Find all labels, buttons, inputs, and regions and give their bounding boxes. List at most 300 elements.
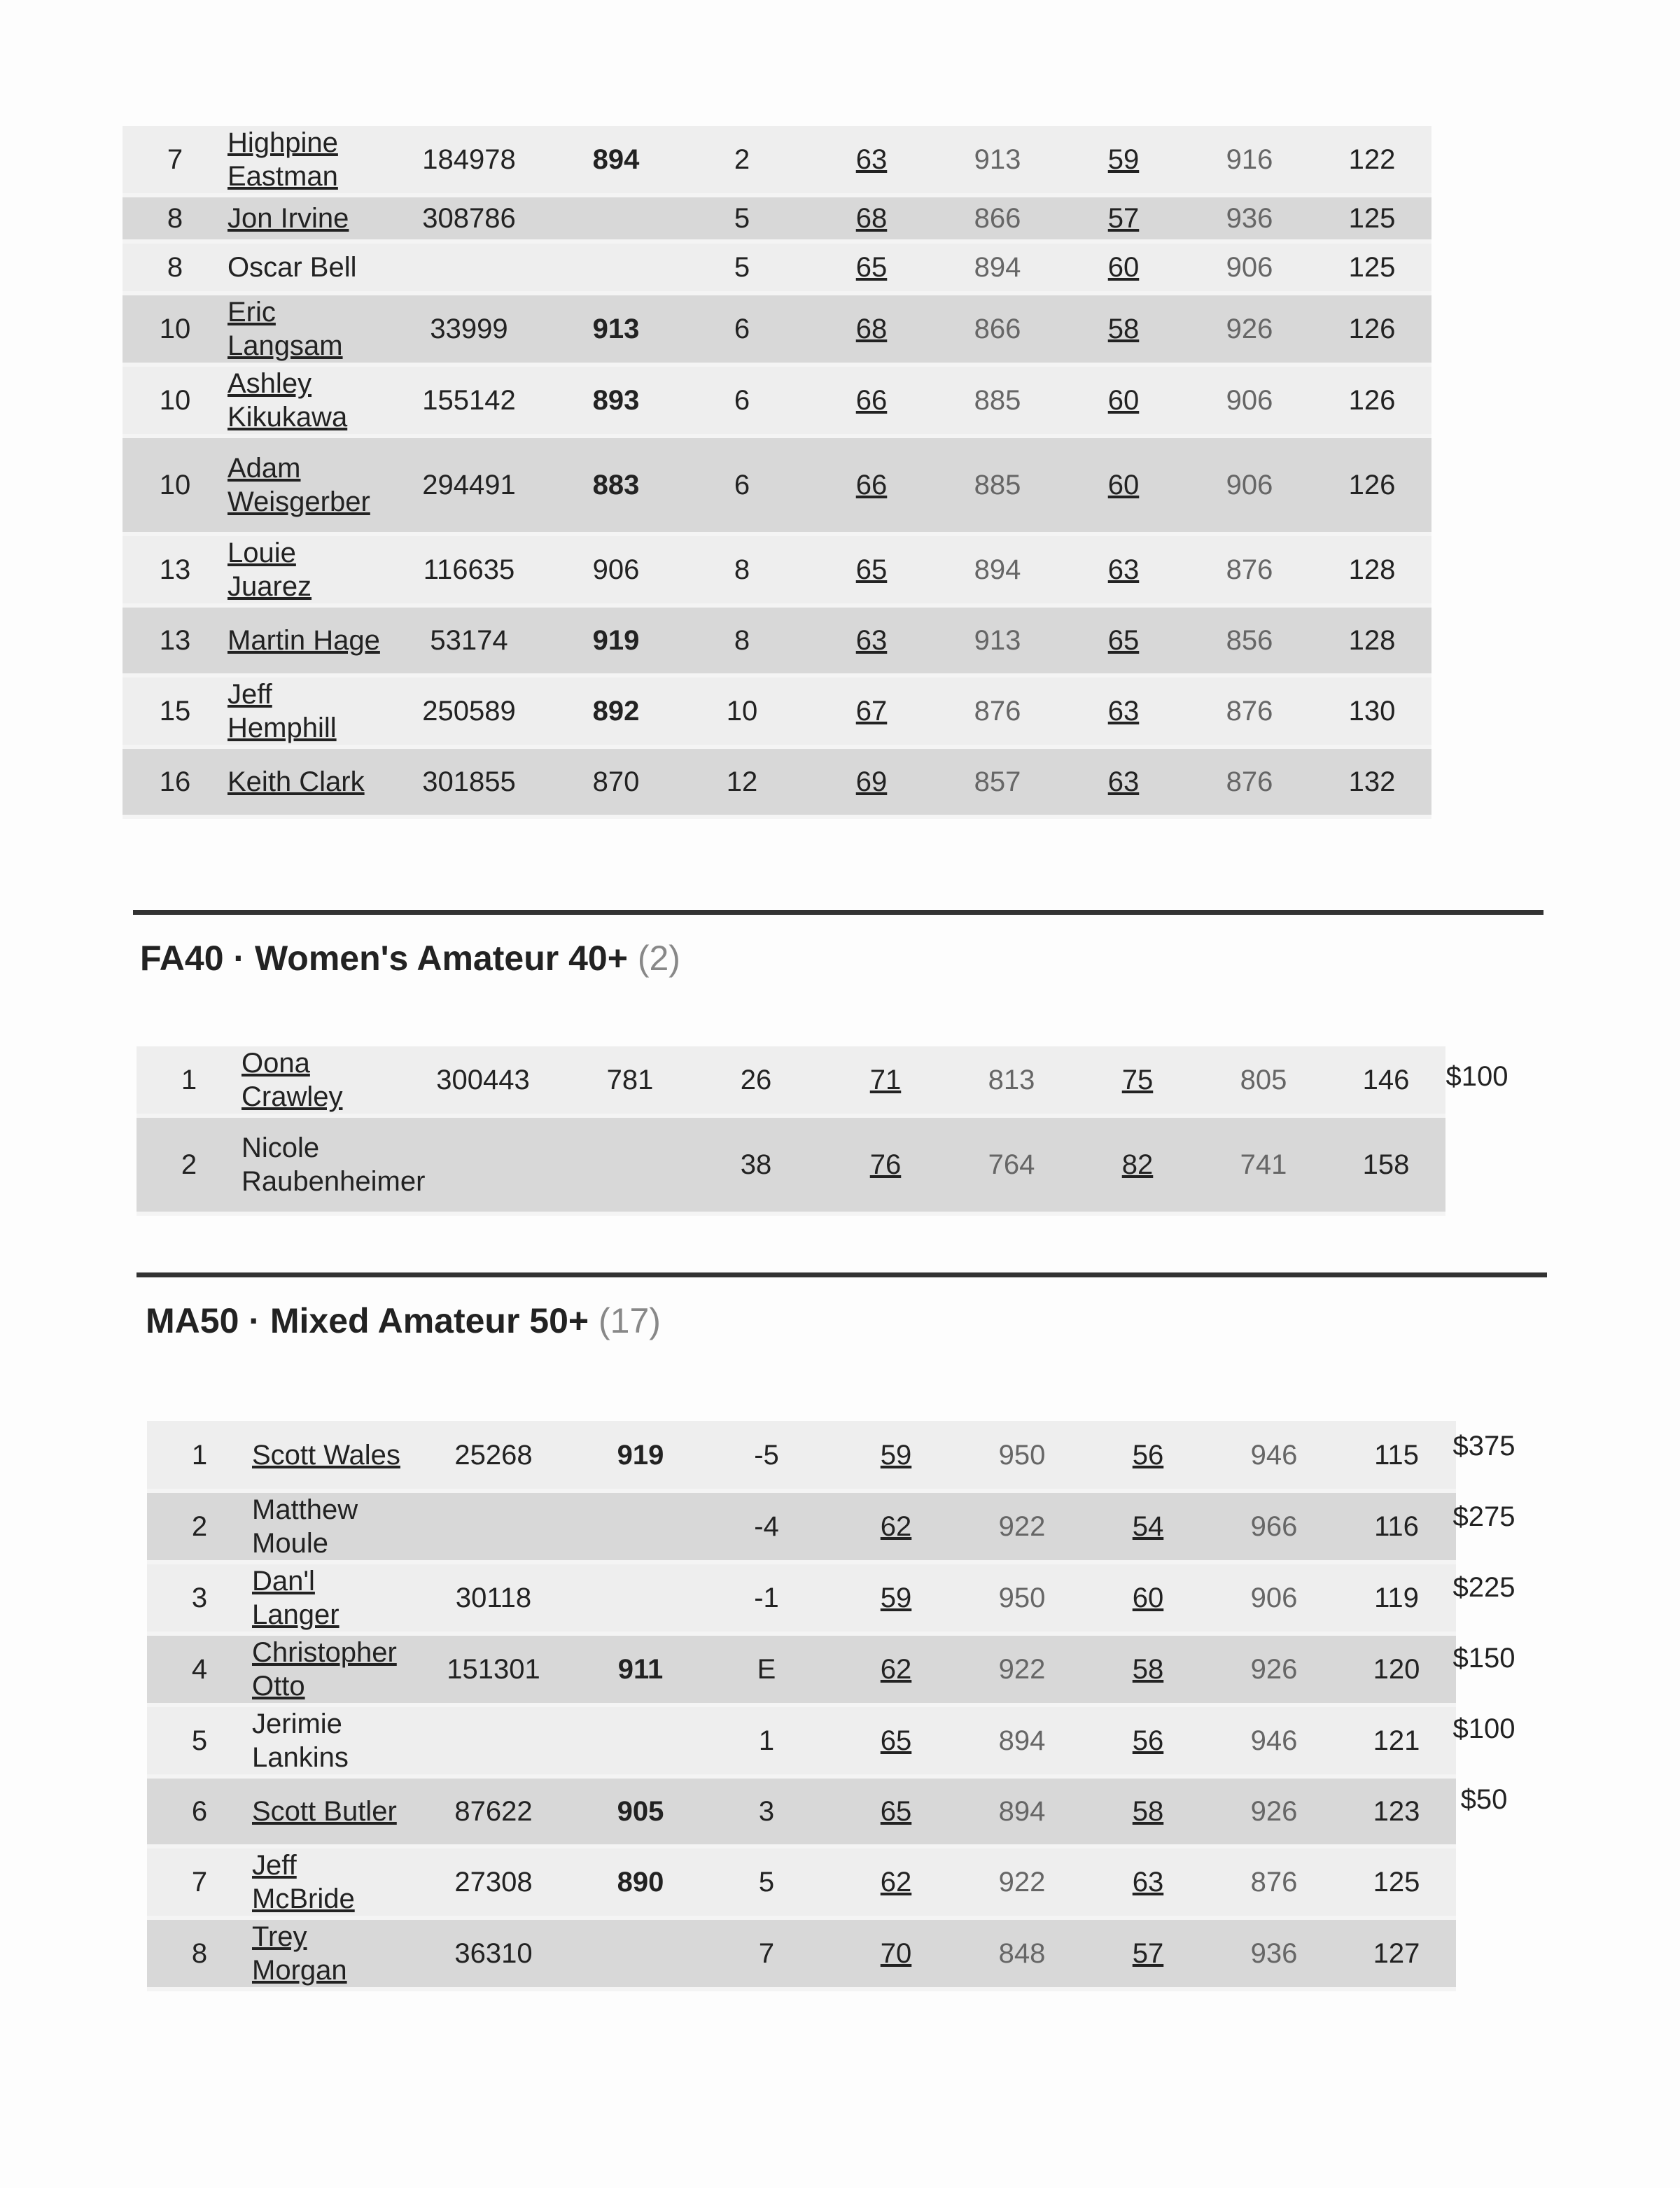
total-score-cell (1312, 675, 1432, 747)
round-1-score-link-text[interactable]: 63 (855, 144, 888, 175)
player-name-link[interactable] (241, 1046, 396, 1116)
round-1-rating-cell-text: 866 (974, 203, 1021, 234)
round-1-score-link[interactable] (833, 1562, 959, 1634)
player-name-link-text[interactable]: Scott Wales (252, 1439, 400, 1471)
round-1-score-link[interactable] (833, 1918, 959, 1989)
table-row (122, 195, 1432, 241)
total-score-cell-text: 130 (1348, 696, 1396, 727)
player-name-link-text[interactable]: Oona Crawley (241, 1048, 343, 1112)
round-1-rating-cell-text: 866 (974, 314, 1021, 344)
place-cell (136, 1046, 241, 1116)
round-2-score-link[interactable] (1060, 747, 1186, 817)
round-1-rating-cell (959, 1918, 1085, 1989)
pdga-number-cell (382, 534, 556, 605)
round-2-score-link-text[interactable]: 60 (1107, 470, 1140, 500)
pdga-number-cell-text: 53174 (430, 625, 508, 656)
round-2-score-link-text[interactable]: 54 (1132, 1511, 1164, 1542)
pdga-number-cell (406, 1776, 581, 1846)
round-2-rating-cell (1186, 293, 1312, 365)
total-score-cell-text: 125 (1348, 203, 1396, 234)
par-cell-text: 10 (726, 696, 758, 727)
player-rating-cell (581, 1562, 700, 1634)
separator: · (233, 939, 246, 978)
round-1-score-link-text[interactable]: 70 (880, 1938, 912, 1969)
round-2-rating-cell-text: 936 (1226, 203, 1273, 234)
round-1-rating-cell (959, 1421, 1085, 1491)
round-2-score-link-text[interactable]: 58 (1132, 1654, 1164, 1685)
round-1-score-link[interactable] (833, 1634, 959, 1705)
round-1-rating-cell (959, 1705, 1085, 1776)
par-cell-text: 8 (734, 554, 750, 585)
player-rating-cell-text: 913 (592, 314, 640, 344)
round-1-rating-cell-text: 894 (974, 252, 1021, 283)
player-name-link-text[interactable]: Jeff Hemphill (227, 679, 337, 743)
round-1-score-link-text[interactable]: 67 (855, 696, 888, 727)
round-2-rating-cell-text: 876 (1226, 766, 1273, 797)
place-cell-text: 8 (191, 1938, 208, 1969)
player-name-link[interactable] (252, 1776, 406, 1846)
prize-amount: $275 (1452, 1501, 1516, 1532)
round-1-score-link[interactable] (833, 1491, 959, 1562)
total-score-cell (1312, 126, 1432, 195)
player-name-link-text[interactable]: Scott Butler (252, 1796, 397, 1827)
table-row (147, 1634, 1456, 1705)
player-rating-cell (570, 1046, 690, 1116)
par-cell (676, 534, 808, 605)
pdga-number-cell-text: 155142 (422, 385, 516, 416)
round-1-score-link[interactable] (808, 436, 934, 534)
total-score-cell-text: 146 (1362, 1065, 1410, 1095)
par-cell (676, 126, 808, 195)
round-1-score-link-text[interactable]: 65 (855, 252, 888, 283)
round-1-rating-cell-text: 894 (974, 554, 1021, 585)
pdga-number-cell (396, 1116, 570, 1214)
round-2-score-link-text[interactable]: 63 (1107, 696, 1140, 727)
player-name (252, 1705, 406, 1776)
round-2-score-link[interactable] (1060, 293, 1186, 365)
round-1-score-link[interactable] (833, 1705, 959, 1776)
total-score-cell-text: 122 (1348, 144, 1396, 175)
par-cell (676, 436, 808, 534)
round-2-score-link-text[interactable]: 60 (1132, 1583, 1164, 1613)
place-cell-text: 2 (191, 1511, 208, 1542)
player-name-link[interactable] (227, 605, 382, 675)
par-cell (676, 747, 808, 817)
round-1-score-link-text[interactable]: 62 (880, 1867, 912, 1898)
player-rating-cell-text: 911 (617, 1654, 664, 1685)
total-score-cell-text: 123 (1373, 1796, 1420, 1827)
place-cell (122, 126, 227, 195)
round-1-score-link[interactable] (808, 534, 934, 605)
round-1-rating-cell (948, 1046, 1074, 1116)
round-2-score-link[interactable] (1074, 1116, 1200, 1214)
round-2-score-link-text[interactable]: 57 (1107, 203, 1140, 234)
round-1-score-link-text[interactable]: 66 (855, 385, 888, 416)
round-1-rating-cell (959, 1846, 1085, 1918)
pdga-number-cell-text: 36310 (454, 1938, 533, 1969)
place-cell-text: 1 (181, 1065, 197, 1095)
player-name-link[interactable] (252, 1846, 406, 1918)
round-1-score-link[interactable] (822, 1116, 948, 1214)
pdga-number-cell-text: 116635 (423, 554, 515, 585)
table-row (122, 436, 1432, 534)
player-name-link-text[interactable]: Dan'l Langer (252, 1566, 340, 1630)
player-name-link-text[interactable]: Highpine Eastman (227, 127, 338, 192)
round-2-score-link[interactable] (1060, 195, 1186, 241)
table-row (122, 534, 1432, 605)
pdga-number-cell-text: 250589 (422, 696, 516, 727)
round-1-score-link-text[interactable]: 69 (855, 766, 888, 797)
round-2-score-link-text[interactable]: 58 (1132, 1796, 1164, 1827)
par-cell (690, 1046, 822, 1116)
total-score-cell-text: 126 (1348, 470, 1396, 500)
round-2-score-link[interactable] (1074, 1046, 1200, 1116)
results-table-body (136, 1046, 1446, 1214)
round-2-rating-cell (1186, 126, 1312, 195)
round-2-rating-cell-text: 926 (1250, 1796, 1298, 1827)
round-1-rating-cell (934, 241, 1060, 293)
round-1-rating-cell-text: 950 (998, 1583, 1046, 1613)
place-cell-text: 4 (191, 1654, 208, 1685)
total-score-cell-text: 119 (1374, 1583, 1419, 1613)
par-cell-text: -1 (754, 1583, 779, 1613)
pdga-number-cell-text: 294491 (422, 470, 516, 500)
par-cell (700, 1634, 833, 1705)
par-cell (700, 1491, 833, 1562)
par-cell (676, 365, 808, 436)
prize-amount: $375 (1452, 1431, 1516, 1461)
round-2-score-link-text[interactable]: 65 (1107, 625, 1140, 656)
par-cell (700, 1705, 833, 1776)
round-2-score-link[interactable] (1085, 1562, 1211, 1634)
round-2-score-link[interactable] (1085, 1421, 1211, 1491)
player-rating-cell (556, 747, 676, 817)
round-2-score-link[interactable] (1060, 365, 1186, 436)
player-rating-cell (581, 1918, 700, 1989)
round-1-rating-cell (959, 1776, 1085, 1846)
player-name-link-text[interactable]: Louie Juarez (227, 538, 312, 602)
round-1-score-link[interactable] (808, 747, 934, 817)
player-rating-cell (570, 1116, 690, 1214)
round-1-score-link-text[interactable]: 71 (869, 1065, 902, 1095)
round-1-score-link[interactable] (822, 1046, 948, 1116)
round-1-score-link[interactable] (808, 675, 934, 747)
player-name-link-text[interactable]: Adam Weisgerber (227, 453, 370, 517)
par-cell (690, 1116, 822, 1214)
round-2-rating-cell-text: 906 (1226, 252, 1273, 283)
player-name-link[interactable] (227, 195, 382, 241)
round-2-rating-cell-text: 876 (1250, 1867, 1298, 1898)
round-1-rating-cell (948, 1116, 1074, 1214)
round-2-rating-cell (1211, 1776, 1337, 1846)
round-2-score-link-text[interactable]: 60 (1107, 385, 1140, 416)
round-1-score-link-text[interactable]: 65 (880, 1725, 912, 1756)
place-cell-text: 15 (159, 696, 191, 727)
round-1-rating-cell-text: 848 (998, 1938, 1046, 1969)
player-name-link[interactable] (227, 675, 382, 747)
pdga-number-cell (406, 1421, 581, 1491)
pdga-number-cell-text: 301855 (422, 766, 516, 797)
table-row (147, 1491, 1456, 1562)
round-2-score-link-text[interactable]: 60 (1107, 252, 1140, 283)
place-cell-text: 6 (191, 1796, 208, 1827)
round-2-score-link[interactable] (1085, 1705, 1211, 1776)
par-cell (700, 1562, 833, 1634)
round-2-score-link-text[interactable]: 75 (1121, 1065, 1154, 1095)
place-cell-text: 1 (191, 1439, 208, 1471)
par-cell-text: 1 (758, 1725, 775, 1756)
player-name-link[interactable] (227, 365, 382, 436)
total-score-cell-text: 126 (1348, 385, 1396, 416)
section-title-ma50 (146, 1300, 661, 1341)
round-1-rating-cell-text: 913 (974, 625, 1021, 656)
round-2-rating-cell (1186, 747, 1312, 817)
round-2-score-link[interactable] (1060, 241, 1186, 293)
division-code: FA40 (140, 939, 224, 978)
round-2-rating-cell (1186, 675, 1312, 747)
place-cell-text: 10 (159, 385, 191, 416)
player-rating-cell-text: 919 (617, 1439, 664, 1471)
player-name-link-text[interactable]: Keith Clark (227, 766, 365, 797)
round-1-score-link-text[interactable]: 62 (880, 1511, 912, 1542)
round-2-score-link-text[interactable]: 58 (1107, 314, 1140, 344)
pdga-number-cell (382, 293, 556, 365)
place-cell-text: 13 (159, 625, 191, 656)
round-2-rating-cell-text: 741 (1240, 1149, 1287, 1180)
total-score-cell-text: 132 (1348, 766, 1396, 797)
player-rating-cell (556, 675, 676, 747)
player-name-link[interactable] (252, 1562, 406, 1634)
round-2-score-link[interactable] (1085, 1918, 1211, 1989)
pdga-number-cell (406, 1634, 581, 1705)
player-name-link-text[interactable]: Jeff McBride (252, 1850, 355, 1914)
table-row (136, 1046, 1446, 1116)
table-row (122, 747, 1432, 817)
round-2-score-link[interactable] (1060, 436, 1186, 534)
total-score-cell-text: 158 (1362, 1149, 1410, 1180)
round-2-score-link[interactable] (1060, 675, 1186, 747)
player-rating-cell-text: 870 (592, 766, 640, 797)
round-2-score-link-text[interactable]: 57 (1132, 1938, 1164, 1969)
place-cell (147, 1705, 252, 1776)
round-1-score-link-text[interactable]: 66 (855, 470, 888, 500)
round-1-score-link[interactable] (808, 126, 934, 195)
player-name-link[interactable] (227, 747, 382, 817)
round-1-rating-cell-text: 764 (988, 1149, 1035, 1180)
pdga-number-cell-text: 151301 (447, 1654, 540, 1685)
pdga-number-cell-text: 300443 (436, 1065, 530, 1095)
round-2-score-link[interactable] (1085, 1846, 1211, 1918)
round-2-rating-cell-text: 906 (1226, 385, 1273, 416)
par-cell (676, 675, 808, 747)
round-2-score-link-text[interactable]: 82 (1121, 1149, 1154, 1180)
table-row (122, 126, 1432, 195)
round-2-rating-cell (1186, 605, 1312, 675)
round-2-score-link-text[interactable]: 63 (1107, 554, 1140, 585)
round-2-rating-cell (1186, 195, 1312, 241)
player-name-link[interactable] (227, 293, 382, 365)
round-1-score-link-text[interactable]: 76 (869, 1149, 902, 1180)
round-1-rating-cell (959, 1491, 1085, 1562)
player-rating-cell (581, 1776, 700, 1846)
section-divider (136, 1272, 1547, 1277)
pdga-number-cell (382, 241, 556, 293)
player-name-link[interactable] (227, 126, 382, 195)
place-cell-text: 8 (167, 252, 183, 283)
round-2-rating-cell (1211, 1634, 1337, 1705)
pdga-number-cell (382, 436, 556, 534)
round-2-rating-cell (1186, 436, 1312, 534)
place-cell (136, 1116, 241, 1214)
round-1-score-link[interactable] (833, 1421, 959, 1491)
place-cell (147, 1776, 252, 1846)
round-2-score-link[interactable] (1085, 1491, 1211, 1562)
player-name-text: Nicole Raubenheimer (241, 1132, 426, 1197)
prize-amount: $100 (1446, 1061, 1508, 1092)
round-2-score-link[interactable] (1060, 126, 1186, 195)
total-score-cell (1326, 1116, 1446, 1214)
round-1-score-link[interactable] (808, 365, 934, 436)
place-cell (122, 747, 227, 817)
player-name-link-text[interactable]: Jon Irvine (227, 203, 349, 234)
round-2-rating-cell-text: 936 (1250, 1938, 1298, 1969)
round-1-score-link[interactable] (808, 605, 934, 675)
par-cell (676, 293, 808, 365)
total-score-cell (1312, 365, 1432, 436)
round-2-score-link[interactable] (1060, 534, 1186, 605)
round-2-score-link-text[interactable]: 56 (1132, 1725, 1164, 1756)
pdga-number-cell (396, 1046, 570, 1116)
player-name-text: Oscar Bell (227, 252, 357, 283)
round-1-rating-cell (934, 126, 1060, 195)
round-1-score-link-text[interactable]: 65 (880, 1796, 912, 1827)
par-cell (700, 1776, 833, 1846)
round-1-score-link[interactable] (808, 241, 934, 293)
round-2-score-link[interactable] (1085, 1776, 1211, 1846)
par-cell (676, 195, 808, 241)
round-1-rating-cell-text: 922 (998, 1511, 1046, 1542)
total-score-cell-text: 127 (1373, 1938, 1420, 1969)
round-1-score-link-text[interactable]: 59 (880, 1583, 912, 1613)
place-cell (122, 195, 227, 241)
par-cell (700, 1918, 833, 1989)
total-score-cell (1312, 747, 1432, 817)
round-2-rating-cell-text: 805 (1240, 1065, 1287, 1095)
division-title: Mixed Amateur 50+ (270, 1301, 589, 1340)
player-name-link[interactable] (252, 1421, 406, 1491)
total-score-cell-text: 126 (1348, 314, 1396, 344)
round-1-rating-cell-text: 922 (998, 1654, 1046, 1685)
place-cell (147, 1918, 252, 1989)
player-name-link[interactable] (227, 436, 382, 534)
player-rating-cell-text: 919 (592, 625, 640, 656)
player-name-link[interactable] (252, 1918, 406, 1989)
round-1-rating-cell-text: 857 (974, 766, 1021, 797)
round-1-rating-cell-text: 922 (998, 1867, 1046, 1898)
player-name-link[interactable] (227, 534, 382, 605)
prize-amount: $150 (1452, 1643, 1516, 1674)
place-cell-text: 2 (181, 1149, 197, 1180)
place-cell-text: 7 (167, 144, 183, 175)
total-score-cell (1312, 534, 1432, 605)
player-name-link-text[interactable]: Christopher Otto (252, 1637, 397, 1702)
par-cell-text: 12 (726, 766, 758, 797)
pdga-number-cell (382, 365, 556, 436)
place-cell-text: 10 (159, 470, 191, 500)
pdga-number-cell-text: 25268 (454, 1439, 533, 1471)
pdga-number-cell (382, 747, 556, 817)
player-rating-cell-text: 883 (592, 470, 640, 500)
round-2-score-link-text[interactable]: 63 (1132, 1867, 1164, 1898)
place-cell (122, 365, 227, 436)
round-1-score-link-text[interactable]: 68 (855, 314, 888, 344)
separator: · (248, 1301, 260, 1340)
pdga-number-cell (382, 126, 556, 195)
place-cell (122, 605, 227, 675)
table-row (147, 1846, 1456, 1918)
total-score-cell-text: 115 (1374, 1439, 1419, 1471)
round-1-score-link[interactable] (808, 195, 934, 241)
round-2-rating-cell (1211, 1705, 1337, 1776)
par-cell-text: 6 (734, 314, 750, 344)
player-rating-cell-text: 892 (592, 696, 640, 727)
round-2-score-link-text[interactable]: 63 (1107, 766, 1140, 797)
round-1-score-link[interactable] (833, 1846, 959, 1918)
place-cell (147, 1634, 252, 1705)
round-1-rating-cell (934, 293, 1060, 365)
results-table-body (147, 1421, 1456, 1989)
player-name-link[interactable] (252, 1634, 406, 1705)
round-2-rating-cell-text: 906 (1250, 1583, 1298, 1613)
player-rating-cell (556, 605, 676, 675)
par-cell-text: 6 (734, 470, 750, 500)
division-title: Women's Amateur 40+ (254, 939, 628, 978)
round-1-rating-cell-text: 894 (998, 1796, 1046, 1827)
round-2-rating-cell-text: 966 (1250, 1511, 1298, 1542)
player-name-link-text[interactable]: Martin Hage (227, 625, 380, 656)
round-2-rating-cell (1211, 1846, 1337, 1918)
round-1-rating-cell (959, 1634, 1085, 1705)
round-2-rating-cell (1186, 534, 1312, 605)
player-rating-cell-text: 894 (592, 144, 640, 175)
results-table-continued (122, 126, 1432, 819)
round-2-rating-cell-text: 926 (1250, 1654, 1298, 1685)
round-2-score-link-text[interactable]: 56 (1132, 1439, 1164, 1471)
round-1-rating-cell (934, 195, 1060, 241)
par-cell-text: 26 (740, 1065, 772, 1095)
round-1-score-link-text[interactable]: 62 (880, 1654, 912, 1685)
round-1-score-link-text[interactable]: 68 (855, 203, 888, 234)
round-2-score-link[interactable] (1060, 605, 1186, 675)
round-1-score-link-text[interactable]: 59 (880, 1439, 912, 1471)
round-1-rating-cell (934, 436, 1060, 534)
round-2-score-link-text[interactable]: 59 (1107, 144, 1140, 175)
player-name-link-text[interactable]: Eric Langsam (227, 297, 343, 361)
par-cell-text: 8 (734, 625, 750, 656)
round-1-score-link[interactable] (808, 293, 934, 365)
round-2-rating-cell (1186, 241, 1312, 293)
par-cell-text: 38 (740, 1149, 772, 1180)
round-2-rating-cell (1200, 1116, 1326, 1214)
player-name-link-text[interactable]: Trey Morgan (252, 1921, 347, 1986)
round-1-score-link[interactable] (833, 1776, 959, 1846)
round-1-score-link-text[interactable]: 65 (855, 554, 888, 585)
results-table-ma50 (147, 1421, 1456, 1991)
place-cell (147, 1491, 252, 1562)
player-name-link-text[interactable]: Ashley Kikukawa (227, 368, 348, 433)
round-1-score-link-text[interactable]: 63 (855, 625, 888, 656)
round-2-score-link[interactable] (1085, 1634, 1211, 1705)
